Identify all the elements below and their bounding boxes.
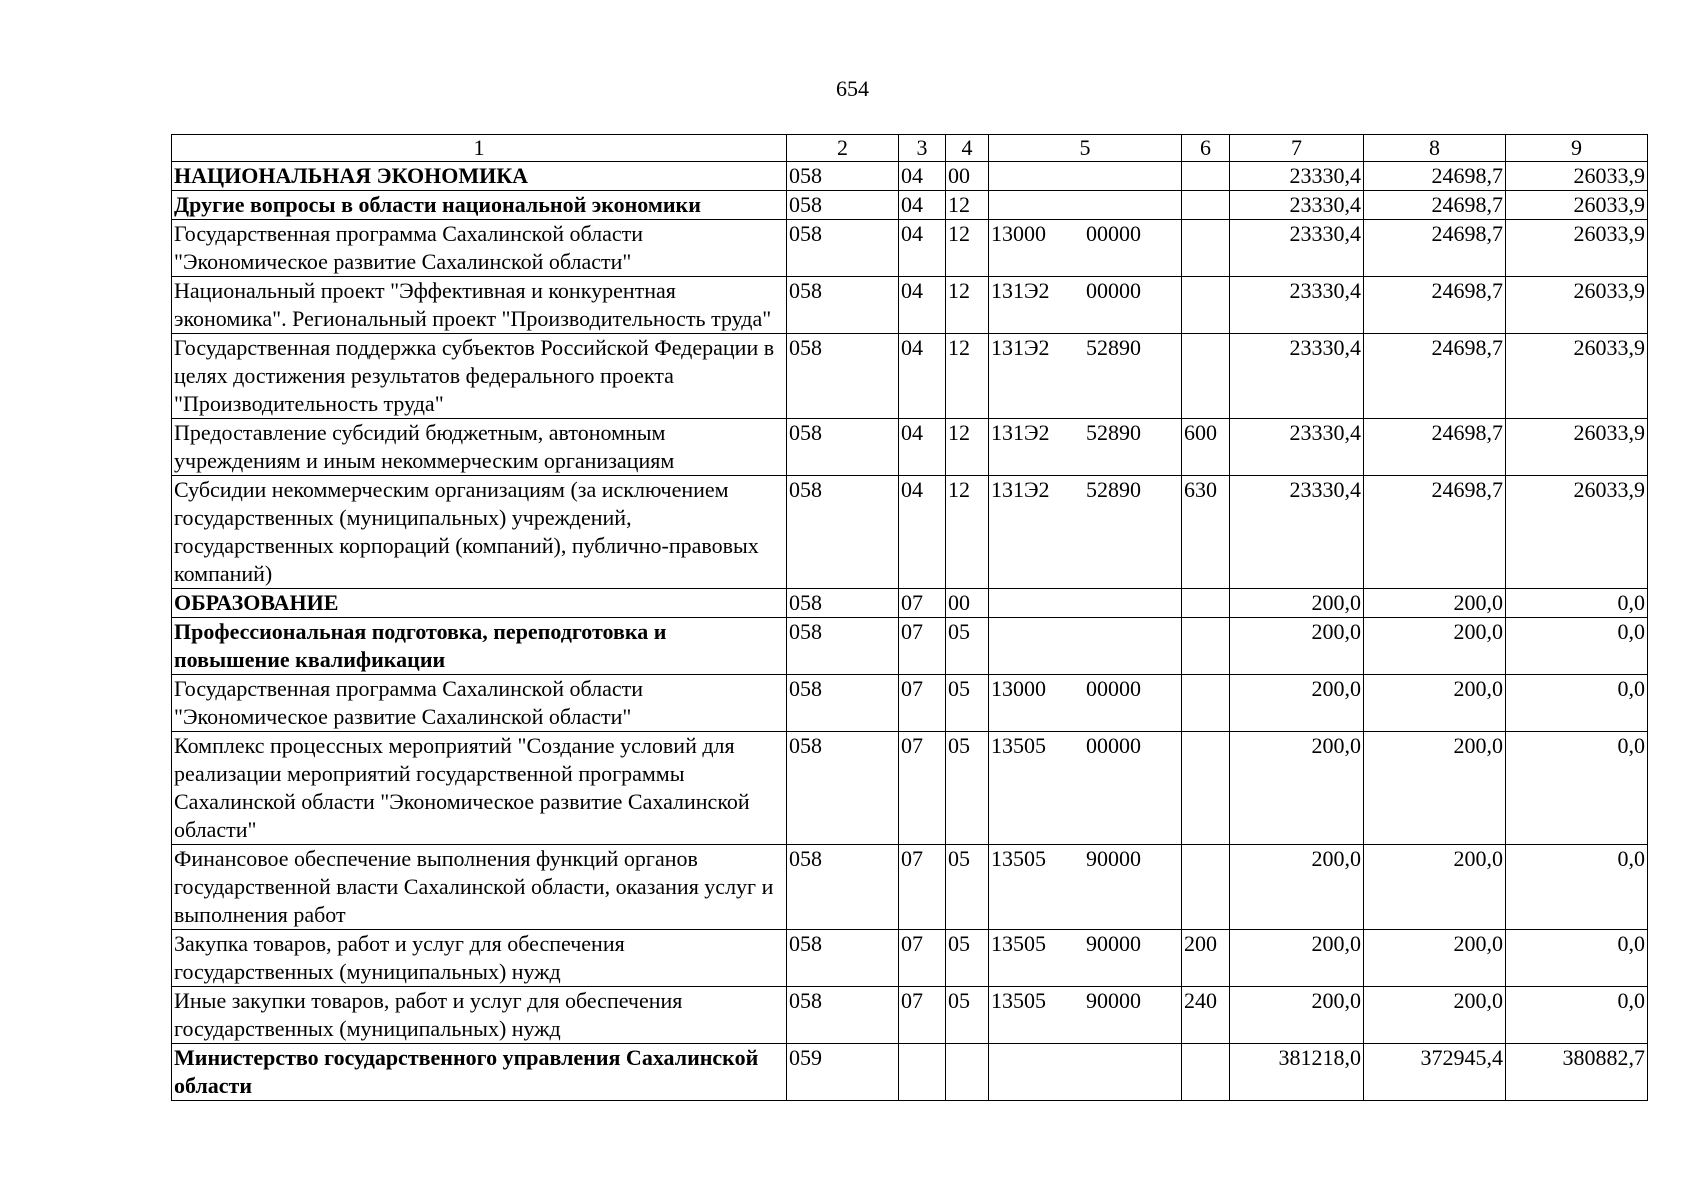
amount-2024-cell: 200,0 [1230, 987, 1364, 1044]
section-code-cell: 04 [899, 162, 946, 191]
amount-2025-cell: 24698,7 [1364, 334, 1506, 419]
section-code-cell: 07 [899, 589, 946, 618]
expense-type-cell [1182, 334, 1230, 419]
subsection-code-cell: 05 [946, 732, 989, 845]
section-code-cell: 04 [899, 277, 946, 334]
table-row [172, 618, 1648, 675]
section-code-cell: 04 [899, 419, 946, 476]
subsection-code-cell: 12 [946, 277, 989, 334]
ministry-code-cell: 058 [787, 220, 899, 277]
column-header: 9 [1506, 135, 1648, 162]
target-article-direction-code: 90000 [1086, 846, 1141, 871]
expense-type-cell [1182, 220, 1230, 277]
target-article-cell [989, 162, 1182, 191]
row-name-cell: Государственная программа Сахалинской области "Экономическое развитие Сахалинской области" [172, 220, 787, 277]
target-article-cell [989, 675, 1182, 732]
target-article-program-code: 131Э2 [991, 477, 1050, 502]
ministry-code-cell: 058 [787, 589, 899, 618]
target-article-cell [989, 191, 1182, 220]
row-name-cell: Профессиональная подготовка, переподготовка и повышение квалификации [172, 618, 787, 675]
section-code-cell: 07 [899, 618, 946, 675]
target-article-cell [989, 419, 1182, 476]
subsection-code-cell: 00 [946, 589, 989, 618]
target-article-direction-code: 90000 [1086, 931, 1141, 956]
amount-2026-cell: 0,0 [1506, 675, 1648, 732]
subsection-code-cell: 05 [946, 845, 989, 930]
row-name-cell: Предоставление субсидий бюджетным, автономным учреждениям и иным некоммерческим организациям [172, 419, 787, 476]
ministry-code-cell: 058 [787, 987, 899, 1044]
target-article-cell [989, 845, 1182, 930]
table-body [172, 162, 1648, 1101]
amount-2024-cell: 23330,4 [1230, 162, 1364, 191]
row-name-cell: Финансовое обеспечение выполнения функций органов государственной власти Сахалинской области, оказания услуг и выполнения работ [172, 845, 787, 930]
row-name-cell: НАЦИОНАЛЬНАЯ ЭКОНОМИКА [172, 162, 787, 191]
subsection-code-cell: 12 [946, 191, 989, 220]
target-article-direction-code: 00000 [1086, 221, 1141, 246]
ministry-code-cell: 058 [787, 419, 899, 476]
subsection-code-cell: 05 [946, 987, 989, 1044]
amount-2024-cell: 200,0 [1230, 930, 1364, 987]
amount-2025-cell: 24698,7 [1364, 220, 1506, 277]
expense-type-cell [1182, 618, 1230, 675]
column-header: 7 [1230, 135, 1364, 162]
amount-2025-cell: 200,0 [1364, 732, 1506, 845]
amount-2024-cell: 200,0 [1230, 618, 1364, 675]
ministry-code-cell: 058 [787, 618, 899, 675]
amount-2026-cell: 0,0 [1506, 845, 1648, 930]
table-row [172, 675, 1648, 732]
target-article-cell [989, 618, 1182, 675]
amount-2026-cell: 26033,9 [1506, 334, 1648, 419]
amount-2026-cell: 26033,9 [1506, 191, 1648, 220]
target-article-program-code: 131Э2 [991, 335, 1050, 360]
expense-type-cell [1182, 1044, 1230, 1101]
row-name-cell: Государственная программа Сахалинской области "Экономическое развитие Сахалинской области" [172, 675, 787, 732]
amount-2024-cell: 23330,4 [1230, 476, 1364, 589]
section-code-cell: 07 [899, 930, 946, 987]
table-row [172, 419, 1648, 476]
section-code-cell [899, 1044, 946, 1101]
ministry-code-cell: 058 [787, 191, 899, 220]
amount-2025-cell: 200,0 [1364, 589, 1506, 618]
column-number-row [172, 135, 1648, 162]
target-article-direction-code: 00000 [1086, 676, 1141, 701]
amount-2026-cell: 26033,9 [1506, 419, 1648, 476]
target-article-cell [989, 589, 1182, 618]
table-row [172, 191, 1648, 220]
row-name-cell: Субсидии некоммерческим организациям (за исключением государственных (муниципальных) учреждений, государственных корпораций (компаний), публично-правовых компаний) [172, 476, 787, 589]
ministry-code-cell: 058 [787, 162, 899, 191]
section-code-cell: 07 [899, 675, 946, 732]
ministry-code-cell: 059 [787, 1044, 899, 1101]
expense-type-cell: 600 [1182, 419, 1230, 476]
subsection-code-cell [946, 1044, 989, 1101]
amount-2025-cell: 200,0 [1364, 987, 1506, 1044]
amount-2026-cell: 26033,9 [1506, 220, 1648, 277]
amount-2025-cell: 24698,7 [1364, 162, 1506, 191]
amount-2025-cell: 200,0 [1364, 845, 1506, 930]
target-article-direction-code: 52890 [1086, 477, 1141, 502]
column-header: 5 [989, 135, 1182, 162]
amount-2025-cell: 200,0 [1364, 675, 1506, 732]
amount-2024-cell: 23330,4 [1230, 191, 1364, 220]
amount-2024-cell: 381218,0 [1230, 1044, 1364, 1101]
table-row [172, 987, 1648, 1044]
table-row [172, 732, 1648, 845]
section-code-cell: 04 [899, 220, 946, 277]
column-header: 3 [899, 135, 946, 162]
expense-type-cell: 200 [1182, 930, 1230, 987]
amount-2026-cell: 0,0 [1506, 589, 1648, 618]
target-article-cell [989, 930, 1182, 987]
amount-2025-cell: 24698,7 [1364, 476, 1506, 589]
amount-2026-cell: 26033,9 [1506, 162, 1648, 191]
subsection-code-cell: 05 [946, 930, 989, 987]
row-name-cell: Закупка товаров, работ и услуг для обеспечения государственных (муниципальных) нужд [172, 930, 787, 987]
expense-type-cell [1182, 191, 1230, 220]
ministry-code-cell: 058 [787, 930, 899, 987]
row-name-cell: Государственная поддержка субъектов Российской Федерации в целях достижения результатов федерального проекта "Производительность труда" [172, 334, 787, 419]
amount-2024-cell: 23330,4 [1230, 220, 1364, 277]
amount-2026-cell: 0,0 [1506, 732, 1648, 845]
target-article-direction-code: 00000 [1086, 733, 1141, 758]
target-article-program-code: 131Э2 [991, 420, 1050, 445]
target-article-direction-code: 90000 [1086, 988, 1141, 1013]
table-row [172, 930, 1648, 987]
amount-2024-cell: 23330,4 [1230, 277, 1364, 334]
amount-2026-cell: 26033,9 [1506, 277, 1648, 334]
expense-type-cell: 630 [1182, 476, 1230, 589]
amount-2025-cell: 372945,4 [1364, 1044, 1506, 1101]
subsection-code-cell: 05 [946, 618, 989, 675]
target-article-program-code: 13505 [991, 733, 1046, 758]
expense-type-cell [1182, 675, 1230, 732]
table-row [172, 162, 1648, 191]
expense-type-cell [1182, 162, 1230, 191]
amount-2024-cell: 200,0 [1230, 732, 1364, 845]
target-article-program-code: 13505 [991, 988, 1046, 1013]
target-article-program-code: 13505 [991, 931, 1046, 956]
table-row [172, 277, 1648, 334]
ministry-code-cell: 058 [787, 845, 899, 930]
subsection-code-cell: 12 [946, 220, 989, 277]
subsection-code-cell: 12 [946, 476, 989, 589]
budget-table [171, 134, 1648, 1101]
table-row [172, 845, 1648, 930]
amount-2024-cell: 23330,4 [1230, 419, 1364, 476]
section-code-cell: 07 [899, 845, 946, 930]
ministry-code-cell: 058 [787, 334, 899, 419]
expense-type-cell [1182, 589, 1230, 618]
target-article-cell [989, 220, 1182, 277]
table-row [172, 1044, 1648, 1101]
expense-type-cell: 240 [1182, 987, 1230, 1044]
ministry-code-cell: 058 [787, 732, 899, 845]
column-header: 8 [1364, 135, 1506, 162]
amount-2024-cell: 200,0 [1230, 845, 1364, 930]
amount-2024-cell: 23330,4 [1230, 334, 1364, 419]
target-article-program-code: 13000 [991, 221, 1046, 246]
amount-2025-cell: 24698,7 [1364, 191, 1506, 220]
row-name-cell: Иные закупки товаров, работ и услуг для обеспечения государственных (муниципальных) нужд [172, 987, 787, 1044]
table-row [172, 476, 1648, 589]
expense-type-cell [1182, 277, 1230, 334]
ministry-code-cell: 058 [787, 675, 899, 732]
amount-2026-cell: 0,0 [1506, 987, 1648, 1044]
expense-type-cell [1182, 732, 1230, 845]
amount-2026-cell: 380882,7 [1506, 1044, 1648, 1101]
amount-2025-cell: 24698,7 [1364, 277, 1506, 334]
ministry-code-cell: 058 [787, 277, 899, 334]
subsection-code-cell: 05 [946, 675, 989, 732]
section-code-cell: 07 [899, 987, 946, 1044]
target-article-program-code: 13505 [991, 846, 1046, 871]
row-name-cell: Другие вопросы в области национальной экономики [172, 191, 787, 220]
row-name-cell: Министерство государственного управления Сахалинской области [172, 1044, 787, 1101]
section-code-cell: 04 [899, 476, 946, 589]
target-article-cell [989, 476, 1182, 589]
target-article-cell [989, 987, 1182, 1044]
section-code-cell: 04 [899, 334, 946, 419]
amount-2026-cell: 0,0 [1506, 930, 1648, 987]
subsection-code-cell: 12 [946, 334, 989, 419]
target-article-cell [989, 1044, 1182, 1101]
target-article-direction-code: 52890 [1086, 420, 1141, 445]
amount-2024-cell: 200,0 [1230, 675, 1364, 732]
row-name-cell: Национальный проект "Эффективная и конкурентная экономика". Региональный проект "Производительность труда" [172, 277, 787, 334]
table-row [172, 220, 1648, 277]
section-code-cell: 07 [899, 732, 946, 845]
target-article-direction-code: 52890 [1086, 335, 1141, 360]
page-number: 654 [836, 76, 869, 101]
amount-2026-cell: 26033,9 [1506, 476, 1648, 589]
row-name-cell: Комплекс процессных мероприятий "Создание условий для реализации мероприятий государственной программы Сахалинской области "Экономическое развитие Сахалинской области" [172, 732, 787, 845]
amount-2025-cell: 24698,7 [1364, 419, 1506, 476]
target-article-direction-code: 00000 [1086, 278, 1141, 303]
amount-2024-cell: 200,0 [1230, 589, 1364, 618]
target-article-cell [989, 277, 1182, 334]
column-header: 6 [1182, 135, 1230, 162]
subsection-code-cell: 12 [946, 419, 989, 476]
table-row [172, 589, 1648, 618]
section-code-cell: 04 [899, 191, 946, 220]
target-article-cell [989, 732, 1182, 845]
column-header: 1 [172, 135, 787, 162]
target-article-program-code: 13000 [991, 676, 1046, 701]
amount-2025-cell: 200,0 [1364, 618, 1506, 675]
column-header: 2 [787, 135, 899, 162]
target-article-program-code: 131Э2 [991, 278, 1050, 303]
row-name-cell: ОБРАЗОВАНИЕ [172, 589, 787, 618]
amount-2026-cell: 0,0 [1506, 618, 1648, 675]
expense-type-cell [1182, 845, 1230, 930]
amount-2025-cell: 200,0 [1364, 930, 1506, 987]
target-article-cell [989, 334, 1182, 419]
ministry-code-cell: 058 [787, 476, 899, 589]
column-header: 4 [946, 135, 989, 162]
subsection-code-cell: 00 [946, 162, 989, 191]
table-row [172, 334, 1648, 419]
